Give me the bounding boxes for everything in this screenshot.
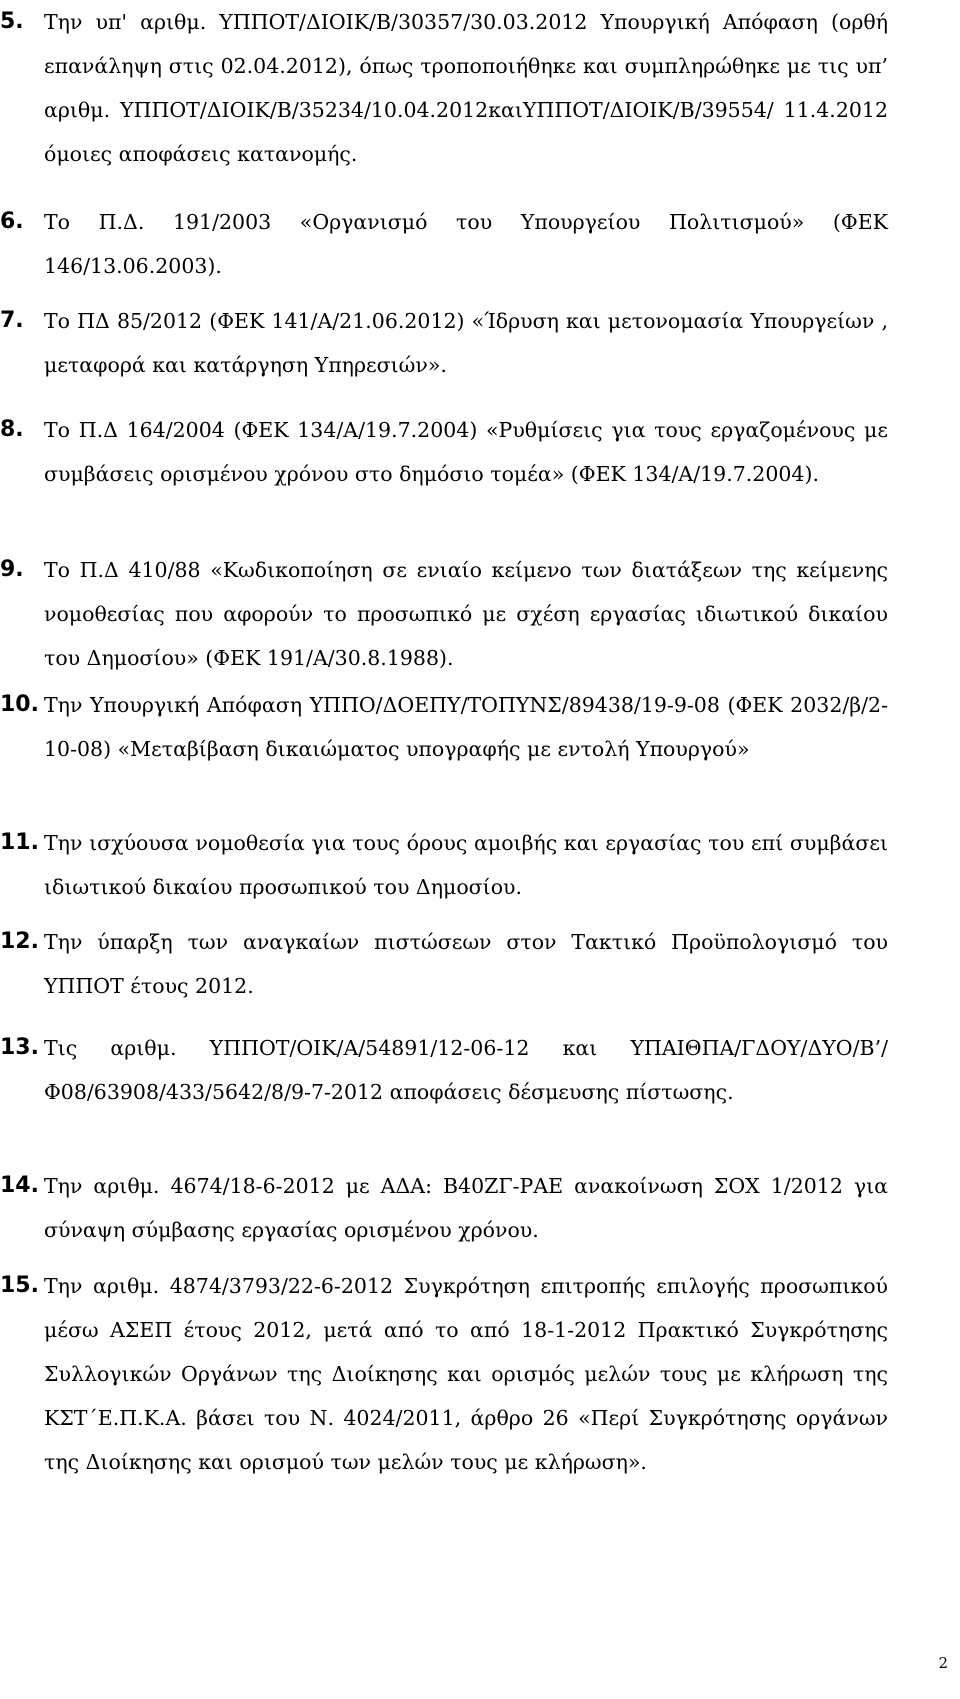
list-item-10 [0,683,888,771]
item-text: Την Υπουργική Απόφαση ΥΠΠΟ/ΔΟΕΠΥ/ΤΟΠΥΝΣ/89438/19-9-08 (ΦΕΚ 2032/β/2-10-08) «Μεταβίβαση δικαιώματος υπογραφής με εντολή Υπουργού» [44,693,888,761]
item-number: 13. [0,1035,39,1060]
list-item-11 [0,821,888,909]
item-number: 5. [0,9,24,34]
item-text: Την υπ' αριθμ. ΥΠΠΟΤ/ΔΙΟΙΚ/Β/30357/30.03.2012 Υπουργική Απόφαση (ορθή επανάληψη στις 02.04.2012), όπως τροποποιήθηκε και συμπληρώθηκε με τις υπ’ αριθμ. ΥΠΠΟΤ/ΔΙΟΙΚ/Β/35234/10.04.2012καιΥΠΠΟΤ/ΔΙΟΙΚ/Β/39554/ 11.4.2012 όμοιες αποφάσεις κατανομής. [44,10,888,166]
list-item-12 [0,920,888,1008]
item-text: Το ΠΔ 85/2012 (ΦΕΚ 141/Α/21.06.2012) «Ίδρυση και μετονομασία Υπουργείων , μεταφορά και κατάργηση Υπηρεσιών». [44,309,888,377]
page-number: 2 [938,1654,948,1672]
item-number: 14. [0,1173,39,1198]
list-item-13 [0,1026,888,1114]
list-item-14 [0,1164,888,1252]
item-text: Το Π.Δ. 191/2003 «Οργανισμό του Υπουργείου Πολιτισμού» (ΦΕΚ 146/13.06.2003). [44,210,888,278]
list-item-6 [0,200,888,288]
item-text: Την ισχύουσα νομοθεσία για τους όρους αμοιβής και εργασίας του επί συμβάσει ιδιωτικού δικαίου προσωπικού του Δημοσίου. [44,831,888,899]
list-item-9 [0,548,888,680]
item-text: Την αριθμ. 4674/18-6-2012 με ΑΔΑ: Β40ΖΓ-ΡΑΕ ανακοίνωση ΣΟΧ 1/2012 για σύναψη σύμβασης εργασίας ορισμένου χρόνου. [44,1174,888,1242]
item-number: 9. [0,557,24,582]
item-text: Τις αριθμ. ΥΠΠΟΤ/ΟΙΚ/Α/54891/12-06-12 και ΥΠΑΙΘΠΑ/ΓΔΟΥ/ΔΥΟ/Β’/Φ08/63908/433/5642/8/9-7-2012 αποφάσεις δέσμευσης πίστωσης. [44,1036,888,1104]
item-text: Την αριθμ. 4874/3793/22-6-2012 Συγκρότηση επιτροπής επιλογής προσωπικού μέσω ΑΣΕΠ έτους 2012, μετά από το από 18-1-2012 Πρακτικό Συγκρότησης Συλλογικών Οργάνων της Διοίκησης και ορισμός μελών τους με κλήρωση της ΚΣΤ΄Ε.Π.Κ.Α. βάσει του Ν. 4024/2011, άρθρο 26 «Περί Συγκρότησης οργάνων της Διοίκησης και ορισμού των μελών τους με κλήρωση». [44,1274,888,1474]
item-text: Το Π.Δ 410/88 «Κωδικοποίηση σε ενιαίο κείμενο των διατάξεων της κείμενης νομοθεσίας που αφορούν το προσωπικό με σχέση εργασίας ιδιωτικού δικαίου του Δημοσίου» (ΦΕΚ 191/Α/30.8.1988). [44,558,888,670]
item-number: 8. [0,417,24,442]
item-text: Την ύπαρξη των αναγκαίων πιστώσεων στον Τακτικό Προϋπολογισμό του ΥΠΠΟΤ έτους 2012. [44,930,888,998]
item-number: 11. [0,830,39,855]
item-number: 7. [0,308,24,333]
list-item-5 [0,0,888,176]
item-number: 15. [0,1273,39,1298]
item-number: 10. [0,692,39,717]
list-item-7 [0,299,888,387]
item-number: 6. [0,209,24,234]
list-item-8 [0,408,888,496]
item-number: 12. [0,929,39,954]
item-text: Το Π.Δ 164/2004 (ΦΕΚ 134/Α/19.7.2004) «Ρυθμίσεις για τους εργαζομένους με συμβάσεις ορισμένου χρόνου στο δημόσιο τομέα» (ΦΕΚ 134/Α/19.7.2004). [44,418,888,486]
list-item-15 [0,1264,888,1484]
